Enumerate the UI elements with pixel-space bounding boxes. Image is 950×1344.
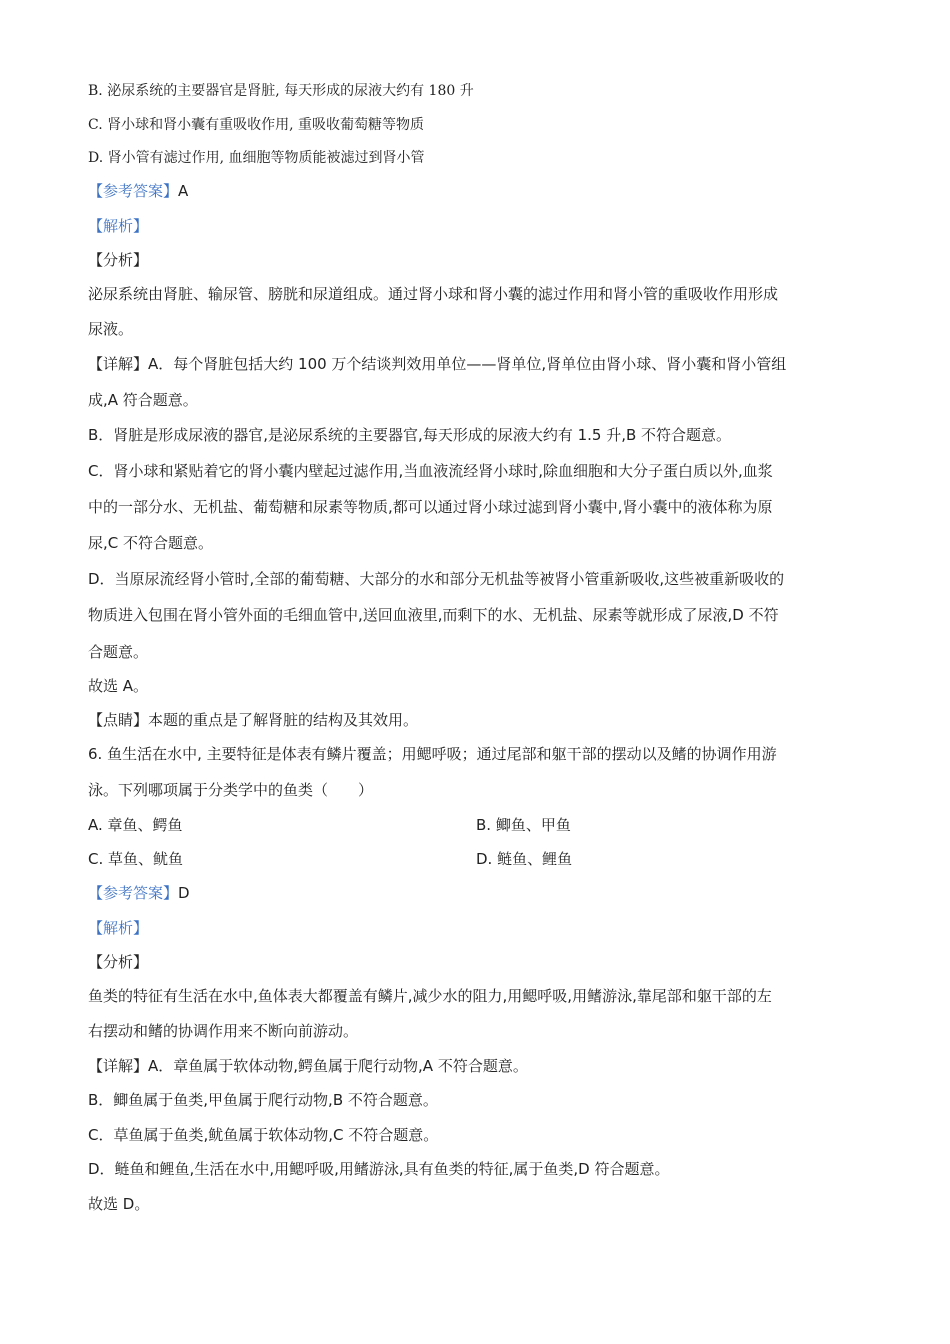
- answer-label: 【参考答案】: [88, 182, 179, 200]
- q5-conclusion: 故选 A。: [88, 677, 149, 695]
- q5-detail-line: D．当原尿流经肾小管时,全部的葡萄糖、大部分的水和部分无机盐等被肾小管重新吸收,这些被重新吸收的: [88, 570, 785, 588]
- q6-detail-line: 【详解】A．章鱼属于软体动物,鳄鱼属于爬行动物,A 不符合题意。: [88, 1057, 528, 1075]
- q6-detail-line: C．草鱼属于鱼类,鱿鱼属于软体动物,C 不符合题意。: [88, 1126, 439, 1144]
- q6-fenxi-heading: 【分析】: [88, 953, 149, 971]
- q6-analysis-line: 鱼类的特征有生活在水中,鱼体表大都覆盖有鳞片,减少水的阻力,用鳃呼吸,用鳍游泳,靠尾部和躯干部的左: [88, 987, 772, 1005]
- answer-value: A: [178, 182, 189, 200]
- q5-detail-line: 尿,C 不符合题意。: [88, 534, 214, 552]
- q5-jiexi-heading: 【解析】: [88, 217, 149, 235]
- q5-detail-line: C．肾小球和紧贴着它的肾小囊内壁起过滤作用,当血液流经肾小球时,除血细胞和大分子蛋白质以外,血浆: [88, 462, 773, 480]
- q5-detail-line: 【详解】A．每个肾脏包括大约 100 万个结谈判效用单位——肾单位,肾单位由肾小球、肾小囊和肾小管组: [88, 355, 787, 373]
- q5-option-d: D. 肾小管有滤过作用, 血细胞等物质能被滤过到肾小管: [88, 150, 425, 166]
- q5-detail-line: 物质进入包围在肾小管外面的毛细血管中,送回血液里,而剩下的水、无机盐、尿素等就形成了尿液,D 不符: [88, 606, 779, 624]
- q5-detail-line: 中的一部分水、无机盐、葡萄糖和尿素等物质,都可以通过肾小球过滤到肾小囊中,肾小囊中的液体称为原: [88, 498, 773, 516]
- q5-detail-line: 成,A 符合题意。: [88, 391, 198, 409]
- q6-option-d: D. 鲢鱼、鲤鱼: [476, 850, 573, 868]
- q6-jiexi-heading: 【解析】: [88, 919, 149, 937]
- q6-stem-line: 6. 鱼生活在水中, 主要特征是体表有鳞片覆盖；用鳃呼吸；通过尾部和躯干部的摆动以及鳍的协调作用游: [88, 745, 777, 763]
- q6-option-b: B. 鲫鱼、甲鱼: [476, 816, 571, 834]
- q5-fenxi-heading: 【分析】: [88, 251, 149, 269]
- q5-option-b: B. 泌尿系统的主要器官是肾脏, 每天形成的尿液大约有 180 升: [88, 83, 474, 99]
- q6-answer: [88, 883, 868, 903]
- q6-detail-line: B．鲫鱼属于鱼类,甲鱼属于爬行动物,B 不符合题意。: [88, 1091, 438, 1109]
- q6-stem-line: 泳。下列哪项属于分类学中的鱼类（ ）: [88, 781, 374, 799]
- answer-label: 【参考答案】: [88, 884, 179, 902]
- q6-detail-line: D．鲢鱼和鲤鱼,生活在水中,用鳃呼吸,用鳍游泳,具有鱼类的特征,属于鱼类,D 符合题意。: [88, 1160, 670, 1178]
- q5-dianjing: 【点睛】本题的重点是了解肾脏的结构及其效用。: [88, 711, 419, 729]
- q5-analysis-line: 泌尿系统由肾脏、输尿管、膀胱和尿道组成。通过肾小球和肾小囊的滤过作用和肾小管的重吸收作用形成: [88, 285, 779, 303]
- q6-conclusion: 故选 D。: [88, 1195, 150, 1213]
- q5-detail-line: B．肾脏是形成尿液的器官,是泌尿系统的主要器官,每天形成的尿液大约有 1.5 升,B 不符合题意。: [88, 426, 732, 444]
- q5-option-c: C. 肾小球和肾小囊有重吸收作用, 重吸收葡萄糖等物质: [88, 117, 425, 133]
- q6-analysis-line: 右摆动和鳍的协调作用来不断向前游动。: [88, 1022, 359, 1040]
- q5-answer: [88, 181, 868, 201]
- q6-option-a: A. 章鱼、鳄鱼: [88, 816, 183, 834]
- q5-detail-line: 合题意。: [88, 643, 149, 661]
- q5-analysis-line: 尿液。: [88, 320, 134, 338]
- q6-option-c: C. 草鱼、鱿鱼: [88, 850, 184, 868]
- answer-value: D: [178, 884, 190, 902]
